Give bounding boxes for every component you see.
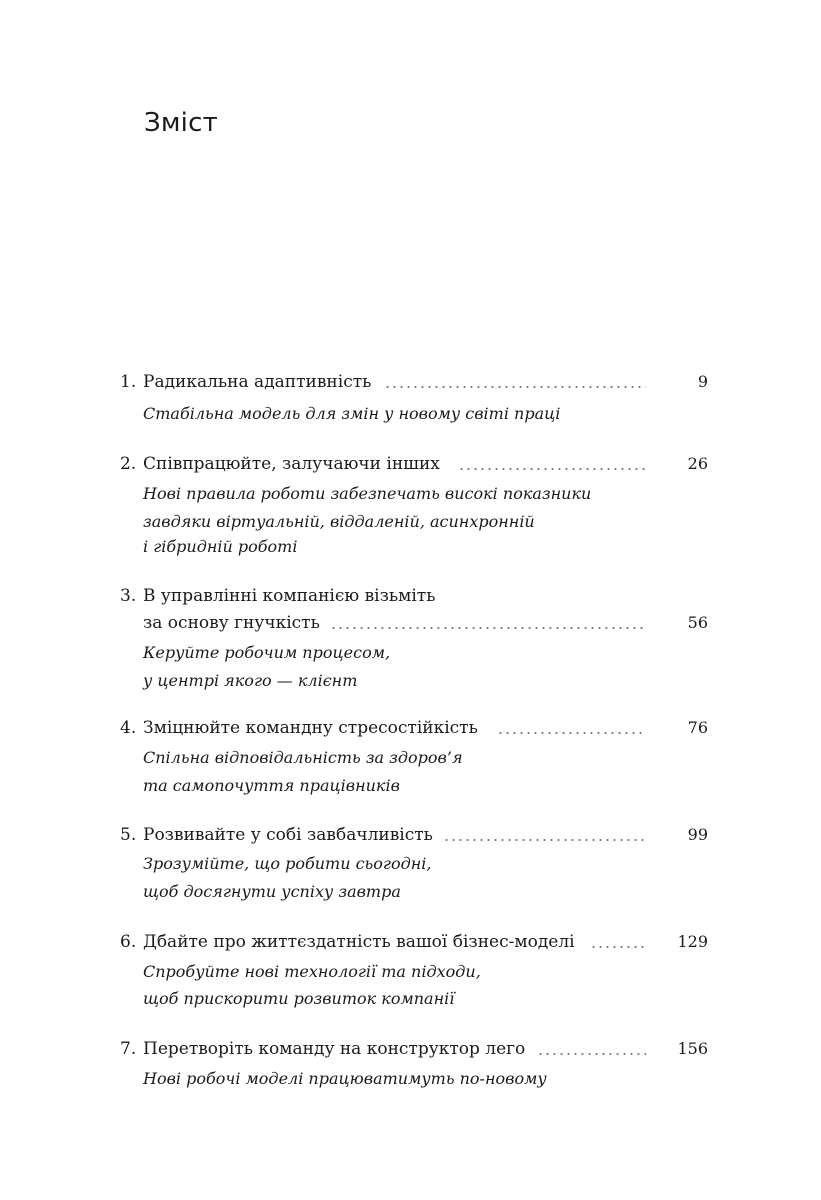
entry-subtitle: Зрозумійте, що робити сьогодні, [143, 854, 432, 873]
entry-subtitle: Керуйте робочим процесом, [143, 643, 391, 662]
entry-number: 2. [120, 454, 137, 474]
entry-number: 4. [120, 718, 137, 738]
entry-subtitle: Спробуйте нові технології та підходи, [143, 962, 481, 981]
entry-subtitle: і гібридній роботі [143, 537, 298, 556]
entry-page-number: 56 [687, 613, 708, 632]
entry-subtitle: Спільна відповідальність за здоров’я [143, 748, 463, 767]
entry-title: Радикальна адаптивність [143, 372, 372, 392]
entry-subtitle: завдяки віртуальній, віддаленій, асинхронній [143, 512, 535, 531]
entry-title: Розвивайте у собі завбачливість [143, 825, 433, 845]
dot-leader [330, 609, 646, 637]
entry-number: 6. [120, 932, 137, 952]
entry-subtitle: та самопочуття працівників [143, 776, 400, 795]
entry-page-number: 156 [677, 1039, 708, 1058]
entry-title: Зміцнюйте командну стресостійкість [143, 718, 478, 738]
entry-page-number: 9 [697, 372, 708, 391]
entry-page-number: 76 [687, 718, 708, 737]
entry-title: Дбайте про життєздатність вашої бізнес-моделі [143, 932, 575, 952]
dot-leader [458, 450, 646, 478]
entry-title: за основу гнучкість [143, 613, 320, 633]
entry-subtitle: Нові робочі моделі працюватимуть по-новому [143, 1069, 547, 1088]
dot-leader [537, 1035, 646, 1063]
entry-number: 3. [120, 586, 137, 606]
entry-number: 7. [120, 1039, 137, 1059]
entry-page-number: 129 [677, 932, 708, 951]
entry-subtitle: щоб прискорити розвиток компанії [143, 989, 455, 1008]
dot-leader [443, 821, 646, 849]
entry-number: 5. [120, 825, 137, 845]
entry-subtitle: Стабільна модель для змін у новому світі праці [143, 404, 561, 423]
entry-title: Співпрацюйте, залучаючи інших [143, 454, 440, 474]
dot-leader [497, 714, 646, 742]
entry-subtitle: щоб досягнути успіху завтра [143, 882, 401, 901]
entry-subtitle: у центрі якого — клієнт [143, 671, 358, 690]
dot-leader [590, 928, 646, 956]
entry-number: 1. [120, 372, 137, 392]
entry-page-number: 99 [687, 825, 708, 844]
entry-subtitle: Нові правила роботи забезпечать високі показники [143, 484, 592, 503]
entry-title: Перетворіть команду на конструктор лего [143, 1039, 526, 1059]
entry-title: В управлінні компанією візьміть [143, 586, 436, 606]
page-title: Зміст [144, 108, 218, 138]
dot-leader [384, 368, 646, 396]
entry-page-number: 26 [687, 454, 708, 473]
